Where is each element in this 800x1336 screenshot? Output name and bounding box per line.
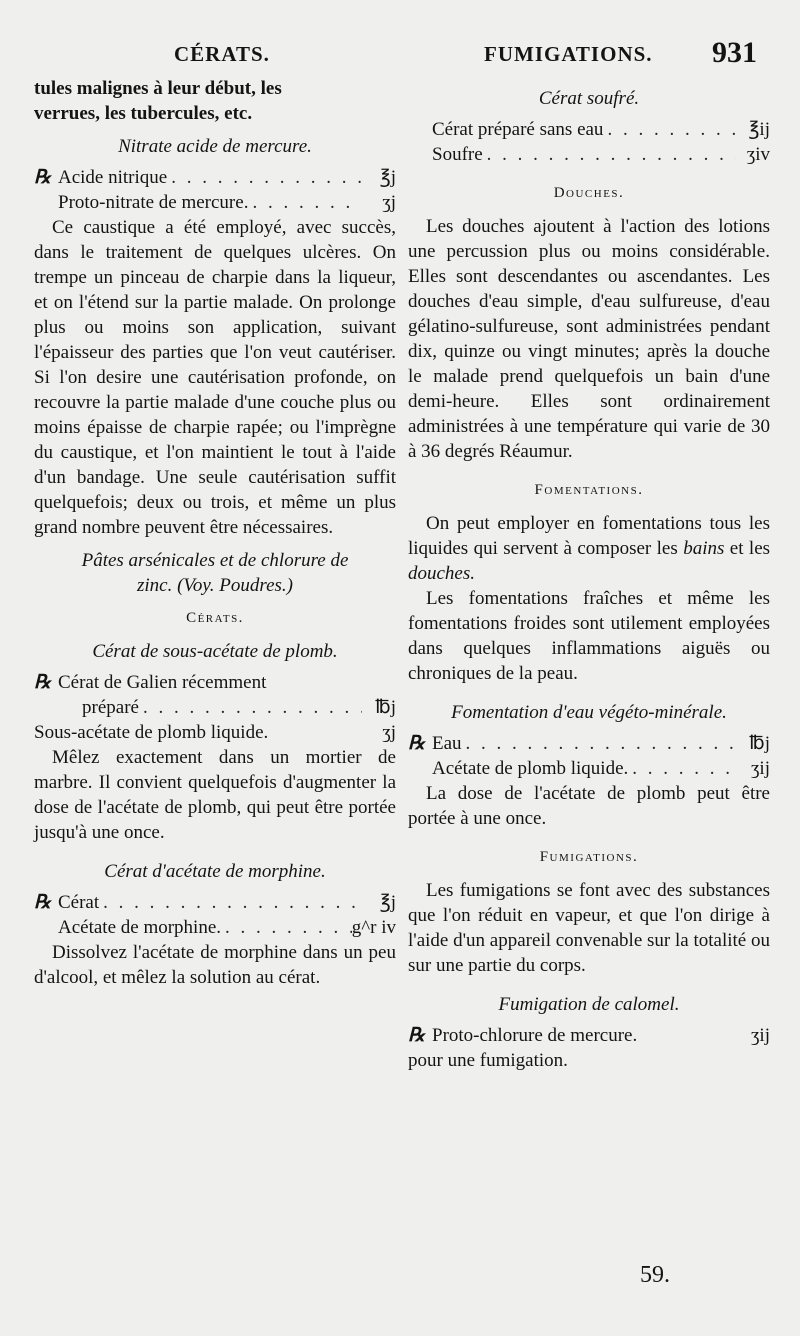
vegeto-paragraph: La dose de l'acétate de plomb peut être portée à une once. — [408, 783, 770, 829]
ingredient-row — [408, 1023, 770, 1048]
left-flow — [34, 76, 396, 990]
ingredient-name: Eau — [432, 733, 462, 754]
section-title-cerat-soufre: Cérat soufré. — [538, 88, 640, 109]
ingredient-quantity: ʒj — [382, 192, 396, 213]
recipe-symbol-icon: ℞ — [34, 672, 52, 693]
ingredient-quantity: ℥j — [379, 167, 396, 188]
fumigations-paragraph: Les fumigations se font avec des substances que l'on réduit en vapeur, et que l'on dirige à l'aide d'un appareil convenable sur la totalité ou sur une partie du corps. — [408, 880, 770, 976]
ingredient-row — [408, 142, 770, 167]
ingredient-quantity: ℥ij — [748, 119, 770, 140]
section-title-calomel: Fumigation de calomel. — [498, 994, 680, 1015]
signature-mark: 59. — [640, 1262, 670, 1288]
ingredient-row — [34, 670, 396, 695]
ingredient-row — [408, 117, 770, 142]
ingredient-name: Proto-chlorure de mercure. — [432, 1025, 638, 1046]
leader-dots — [628, 756, 736, 781]
page-number: 931 — [712, 36, 757, 69]
ingredient-quantity: ℥j — [379, 892, 396, 913]
douches-paragraph: Les douches ajoutent à l'action des lotions une percussion plus ou moins considérable. Elles sont descendantes ou ascendantes. Les douches d'eau simple, d'eau sulfureuse, d'eau gélatino-sulfureuse, sont administrées pendant dix, quinze ou vingt minutes; après la douche le malade prend quelquefois un bain d'une demi-heure. Elles sont ordinairement administrées à une température qui varie de 30 à 36 degrés Réaumur. — [408, 216, 770, 462]
recipe-symbol-icon: ℞ — [34, 892, 52, 913]
ingredient-row — [34, 190, 396, 215]
ingredient-name: Cérat — [58, 892, 100, 913]
fomentations-paragraph: On peut employer en fomentations tous les liquides qui servent à composer les bains et les douches. — [408, 513, 771, 584]
ingredient-name: Soufre — [432, 144, 483, 165]
ingredient-name: Cérat préparé sans eau — [432, 119, 604, 140]
leader-dots — [483, 142, 736, 167]
ingredient-row — [408, 731, 770, 756]
ingredient-row — [408, 756, 770, 781]
ingredient-quantity: ℔j — [375, 697, 396, 718]
ingredient-name: Proto-nitrate de mercure. — [58, 192, 249, 213]
ingredient-row — [34, 915, 396, 940]
section-heading-fumigations: Fumigations. — [539, 849, 639, 865]
section-title-sous-acetate: Cérat de sous-acétate de plomb. — [92, 641, 338, 662]
ingredient-quantity: ʒij — [751, 1025, 770, 1046]
ingredient-row — [34, 165, 396, 190]
section-heading-douches: Douches. — [553, 185, 625, 201]
running-head-right: FUMIGATIONS. — [484, 42, 653, 66]
leader-dots — [221, 915, 352, 940]
ingredient-quantity: g^r iv — [351, 917, 396, 938]
calomel-line: pour une fumigation. — [408, 1050, 568, 1071]
ingredient-name: Acide nitrique — [58, 167, 168, 188]
leader-dots — [603, 117, 736, 142]
douches-term: douches. — [408, 563, 476, 584]
nitrate-paragraph: Ce caustique a été employé, avec succès, dans le traitement de quelques ulcères. On trempe un pinceau de charpie dans la liqueur, et on l'étend sur la partie malade. On prolonge plus ou moins son application, suivant l'épaisseur des parties que l'on veut cautériser. Si l'on desire une cautérisation profonde, on recouvre la partie malade d'une couche plus ou moins épaisse de charpie rapée; ou l'imprègne du caustique, et l'on maintient le tout à l'aide d'un bandage. Une seule cautérisation suffit quelquefois; deux ou trois, et même un plus grand nombre peuvent être nécessaires. — [34, 217, 396, 538]
leader-dots — [462, 731, 736, 756]
section-title-vegeto: Fomentation d'eau végéto-minérale. — [451, 702, 727, 723]
recipe-symbol-icon: ℞ — [408, 1025, 426, 1046]
right-flow — [408, 86, 770, 1073]
ingredient-name: Cérat de Galien récemment — [58, 672, 267, 693]
ingredient-name: préparé — [82, 697, 139, 718]
ingredient-row — [34, 890, 396, 915]
leader-dots — [99, 890, 362, 915]
bains-term: bains — [683, 538, 725, 559]
section-heading-fomentations: Fomentations. — [534, 482, 644, 498]
section-title-morphine: Cérat d'acétate de morphine. — [104, 861, 326, 882]
ingredient-name: Acétate de morphine. — [58, 917, 222, 938]
section-heading-cerats: Cérats. — [186, 610, 244, 626]
ingredient-quantity: ʒij — [751, 758, 770, 779]
morphine-paragraph: Dissolvez l'acétate de morphine dans un peu d'alcool, et mêlez la solution au cérat. — [34, 942, 396, 988]
recipe-symbol-icon: ℞ — [34, 167, 52, 188]
leader-dots — [248, 190, 362, 215]
ingredient-quantity: ʒj — [382, 722, 396, 743]
running-head-left: CÉRATS. — [174, 42, 270, 66]
recipe-symbol-icon: ℞ — [408, 733, 426, 754]
ingredient-quantity: ℔j — [749, 733, 770, 754]
ingredient-name: Acétate de plomb liquide. — [432, 758, 629, 779]
ingredient-name: Sous-acétate de plomb liquide. — [34, 722, 269, 743]
sous-acetate-paragraph: Mêlez exactement dans un mortier de marbre. Il convient quelquefois d'augmenter la dose de l'acétate de plomb, qui peut être portée jusqu'à une once. — [34, 747, 396, 843]
leader-dots — [167, 165, 362, 190]
section-title-nitrate: Nitrate acide de mercure. — [118, 136, 312, 157]
leader-dots — [139, 695, 362, 720]
section-title-pates: zinc. (Voy. Poudres.) — [136, 575, 294, 596]
ingredient-row — [34, 695, 396, 720]
section-title-pates: Pâtes arsénicales et de chlorure de — [81, 550, 349, 571]
ingredient-quantity: ʒiv — [746, 144, 770, 165]
ingredient-row — [34, 720, 396, 745]
fomentations-paragraph-2: Les fomentations fraîches et même les fomentations froides sont utilement employées dans quelques inflammations aiguës ou chroniques de la peau. — [408, 588, 770, 684]
intro-line: tules malignes à leur début, les — [34, 78, 282, 99]
intro-line: verrues, les tubercules, etc. — [34, 103, 253, 124]
